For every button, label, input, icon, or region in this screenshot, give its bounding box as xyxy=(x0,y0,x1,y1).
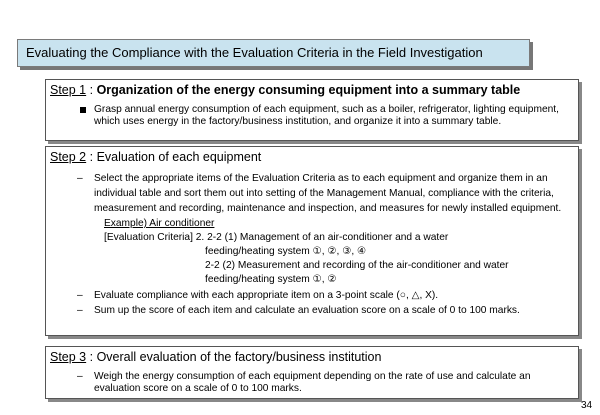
step3-item-text: Weigh the energy consumption of each equipment depending on the rate of use and calculate an evaluation score on a scale of 0 to 100 marks. xyxy=(94,371,531,394)
dash-bullet-icon: – xyxy=(77,305,83,316)
criteria-text-1: 2. 2-2 (1) Management of an air-conditioner and a water xyxy=(195,232,449,243)
step1-box xyxy=(45,79,579,141)
step1-item xyxy=(46,104,578,128)
step2-item2-text: Evaluate compliance with each appropriate item on a 3-point scale (○, △, X). xyxy=(94,290,439,301)
page-number: 34 xyxy=(581,400,593,411)
step1-heading: Organization of the energy consuming equipment into a summary table xyxy=(96,83,521,97)
step2-item2 xyxy=(46,290,578,302)
step2-label: Step 2 xyxy=(50,150,87,164)
step2-item3 xyxy=(46,304,578,318)
step3-label: Step 3 xyxy=(50,350,87,364)
criteria-label: [Evaluation Criteria] xyxy=(104,232,193,243)
step1-colon: : xyxy=(86,83,97,97)
criteria-line-4: feeding/heating system ①, ② xyxy=(205,274,337,285)
step1-label: Step 1 xyxy=(50,83,87,97)
criteria-line-2: feeding/heating system ①, ②, ③, ④ xyxy=(205,246,367,257)
criteria-line-1 xyxy=(46,231,578,245)
dash-bullet-icon: – xyxy=(77,173,83,184)
step1-item-text: Grasp annual energy consumption of each equipment, such as a boiler, refrigerator, lighting equipment, which uses energy in the factory/business institution, and organize it into a summary table. xyxy=(94,104,559,127)
example-label: Example) Air conditioner xyxy=(104,218,215,229)
step2-colon: : xyxy=(86,150,97,164)
criteria-line-3: 2-2 (2) Measurement and recording of the air-conditioner and water xyxy=(205,260,509,271)
step2-heading: Evaluation of each equipment xyxy=(96,150,262,164)
slide-title: Evaluating the Compliance with the Evaluation Criteria in the Field Investigation xyxy=(17,39,530,67)
dash-bullet-icon: – xyxy=(77,371,83,382)
step2-item1-text: Select the appropriate items of the Evaluation Criteria as to each equipment and organize them in an individual table and sort them out into setting of the Management Manual, compliance with the criteria, measurement and recording, maintenance and inspection, and measures for newly installed equipment. xyxy=(94,173,562,214)
square-bullet-icon xyxy=(80,107,86,113)
step3-item xyxy=(46,371,578,395)
step3-heading: Overall evaluation of the factory/business institution xyxy=(96,350,382,364)
step3-heading-line xyxy=(46,347,578,365)
step3-colon: : xyxy=(86,350,97,364)
step3-box xyxy=(45,346,579,399)
step2-box xyxy=(45,146,579,336)
dash-bullet-icon: – xyxy=(77,290,83,301)
step2-heading-line xyxy=(46,147,578,165)
step2-item3-text: Sum up the score of each item and calculate an evaluation score on a scale of 0 to 100 marks. xyxy=(94,305,520,316)
step2-item1 xyxy=(46,171,578,216)
step1-heading-line xyxy=(46,80,578,98)
